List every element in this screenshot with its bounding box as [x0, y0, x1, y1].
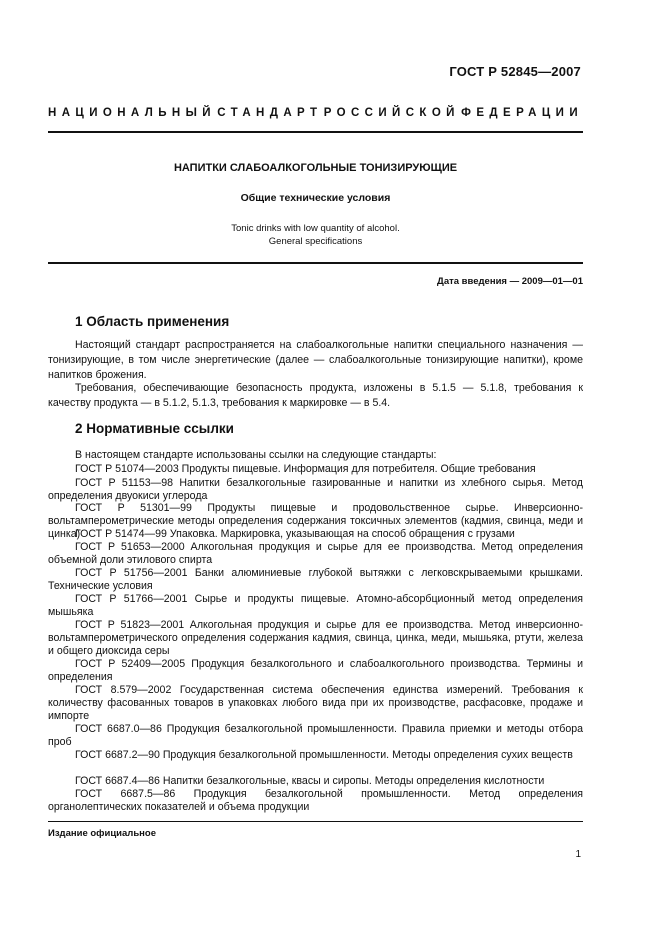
reference-item: ГОСТ Р 51301—99 Продукты пищевые и продовольственное сырье. Инверсионно-вольтамперометрические методы определения содержания токсичных элементов (кадмия, свинца, меди и цинка) — [48, 502, 583, 540]
section-2-intro: В настоящем стандарте использованы ссылки на следующие стандарты: — [75, 449, 437, 461]
reference-item: ГОСТ Р 51823—2001 Алкогольная продукция и сырье для ее производства. Метод инверсионно-вольтамперометрического определения содержания кадмия, свинца, цинка, меди, мышьяка, ртути, железа и общего диоксида серы — [48, 619, 583, 657]
reference-item: ГОСТ 6687.4—86 Напитки безалкогольные, квасы и сиропы. Методы определения кислотности — [75, 775, 545, 787]
standard-title-word: РОССИЙСКОЙ — [323, 107, 460, 119]
footer-rule — [48, 821, 583, 822]
introduction-date: Дата введения — 2009—01—01 — [437, 276, 583, 287]
reference-item: ГОСТ Р 52409—2005 Продукция безалкогольного и слабоалкогольного производства. Термины и определения — [48, 658, 583, 683]
standard-title-word: СТАНДАРТ — [217, 107, 323, 119]
header-rule — [48, 131, 583, 133]
section-1-paragraph-2: Требования, обеспечивающие безопасность продукта, изложены в 5.1.5 — 5.1.8, требования к качеству продукта — в 5.1.2, 5.1.3, требования к маркировке — в 5.4. — [48, 382, 583, 409]
english-title-line-1: Tonic drinks with low quantity of alcohol. — [231, 223, 400, 234]
reference-item: ГОСТ Р 51474—99 Упаковка. Маркировка, указывающая на способ обращения с грузами — [75, 528, 515, 540]
gost-code: ГОСТ Р 52845—2007 — [449, 64, 581, 79]
reference-item: ГОСТ Р 51074—2003 Продукты пищевые. Информация для потребителя. Общие требования — [75, 463, 536, 475]
standard-title — [48, 107, 583, 119]
english-title-line-2: General specifications — [268, 236, 363, 247]
document-title: НАПИТКИ СЛАБОАЛКОГОЛЬНЫЕ ТОНИЗИРУЮЩИЕ — [173, 162, 458, 174]
standard-title-word: НАЦИОНАЛЬНЫЙ — [48, 107, 216, 119]
official-edition-label: Издание официальное — [48, 828, 156, 839]
section-2-heading: 2 Нормативные ссылки — [75, 421, 234, 436]
reference-item: ГОСТ Р 51766—2001 Сырье и продукты пищевые. Атомно-абсорбционный метод определения мышьяка — [48, 593, 583, 618]
reference-item: ГОСТ 6687.2—90 Продукция безалкогольной промышленности. Методы определения сухих веществ — [75, 749, 573, 761]
reference-item: ГОСТ 6687.0—86 Продукция безалкогольной промышленности. Правила приемки и методы отбора проб — [48, 723, 583, 748]
reference-item: ГОСТ Р 51653—2000 Алкогольная продукция и сырье для ее производства. Метод определения объемной доли этилового спирта — [48, 541, 583, 566]
section-1-heading: 1 Область применения — [75, 314, 230, 329]
reference-item: ГОСТ Р 51756—2001 Банки алюминиевые глубокой вытяжки с легковскрываемыми крышками. Технические условия — [48, 567, 583, 592]
title-rule — [48, 262, 583, 264]
reference-item: ГОСТ 6687.5—86 Продукция безалкогольной промышленности. Метод определения органолептических показателей и объема продукции — [48, 788, 583, 813]
section-1-paragraph-1: Настоящий стандарт распространяется на слабоалкогольные напитки специального назначения — тонизирующие, в том числе энергетические (далее — слабоалкогольные тонизирующие напитки), кроме напитков брожения. — [48, 339, 583, 381]
document-subtitle: Общие технические условия — [240, 192, 391, 204]
page-number: 1 — [575, 849, 581, 860]
reference-item: ГОСТ Р 51153—98 Напитки безалкогольные газированные и напитки из хлебного сырья. Метод определения двуокиси углерода — [48, 477, 583, 502]
reference-item: ГОСТ 8.579—2002 Государственная система обеспечения единства измерений. Требования к количеству фасованных товаров в упаковках любого вида при их производстве, расфасовке, продаже и импорте — [48, 684, 583, 722]
standard-title-word: ФЕДЕРАЦИИ — [461, 107, 583, 119]
